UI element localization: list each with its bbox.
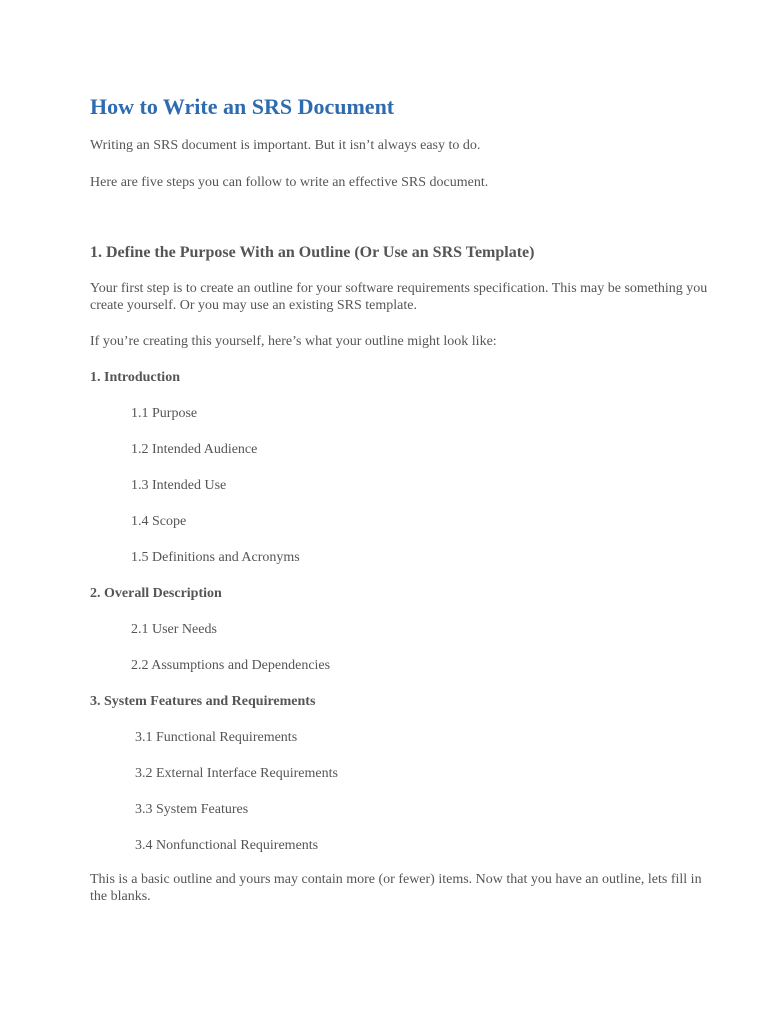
outline-item: 3.4 Nonfunctional Requirements (135, 838, 319, 853)
srs-outline-list (90, 369, 708, 871)
outline-item: 1.5 Definitions and Acronyms (131, 550, 300, 565)
intro-paragraph-2: Here are five steps you can follow to write an effective SRS document. (90, 175, 489, 190)
outline-heading: 1. Introduction (90, 370, 180, 385)
outline-item: 1.2 Intended Audience (131, 442, 258, 457)
outline-item: 2.1 User Needs (131, 622, 217, 637)
outline-item: 2.2 Assumptions and Dependencies (131, 658, 331, 673)
section-paragraph-1: Your first step is to create an outline for your software requirements specification. This may be something you create yourself. Or you may use an existing SRS template. (90, 281, 708, 313)
intro-paragraph-1: Writing an SRS document is important. But it isn’t always easy to do. (90, 138, 481, 153)
outline-item: 3.3 System Features (135, 802, 249, 817)
section-heading-1: 1. Define the Purpose With an Outline (Or Use an SRS Template) (90, 244, 535, 261)
outline-item: 3.1 Functional Requirements (135, 730, 298, 745)
outline-heading: 3. System Features and Requirements (90, 694, 316, 709)
outline-item: 1.3 Intended Use (131, 478, 227, 493)
outline-item: 1.4 Scope (131, 514, 187, 529)
section-paragraph-2: If you’re creating this yourself, here’s what your outline might look like: (90, 334, 497, 349)
document-title: How to Write an SRS Document (90, 94, 395, 119)
outline-heading: 2. Overall Description (90, 586, 222, 601)
closing-paragraph: This is a basic outline and yours may contain more (or fewer) items. Now that you have an outline, lets fill in the blanks. (90, 872, 702, 904)
outline-item: 1.1 Purpose (131, 406, 198, 421)
outline-item: 3.2 External Interface Requirements (135, 766, 338, 781)
